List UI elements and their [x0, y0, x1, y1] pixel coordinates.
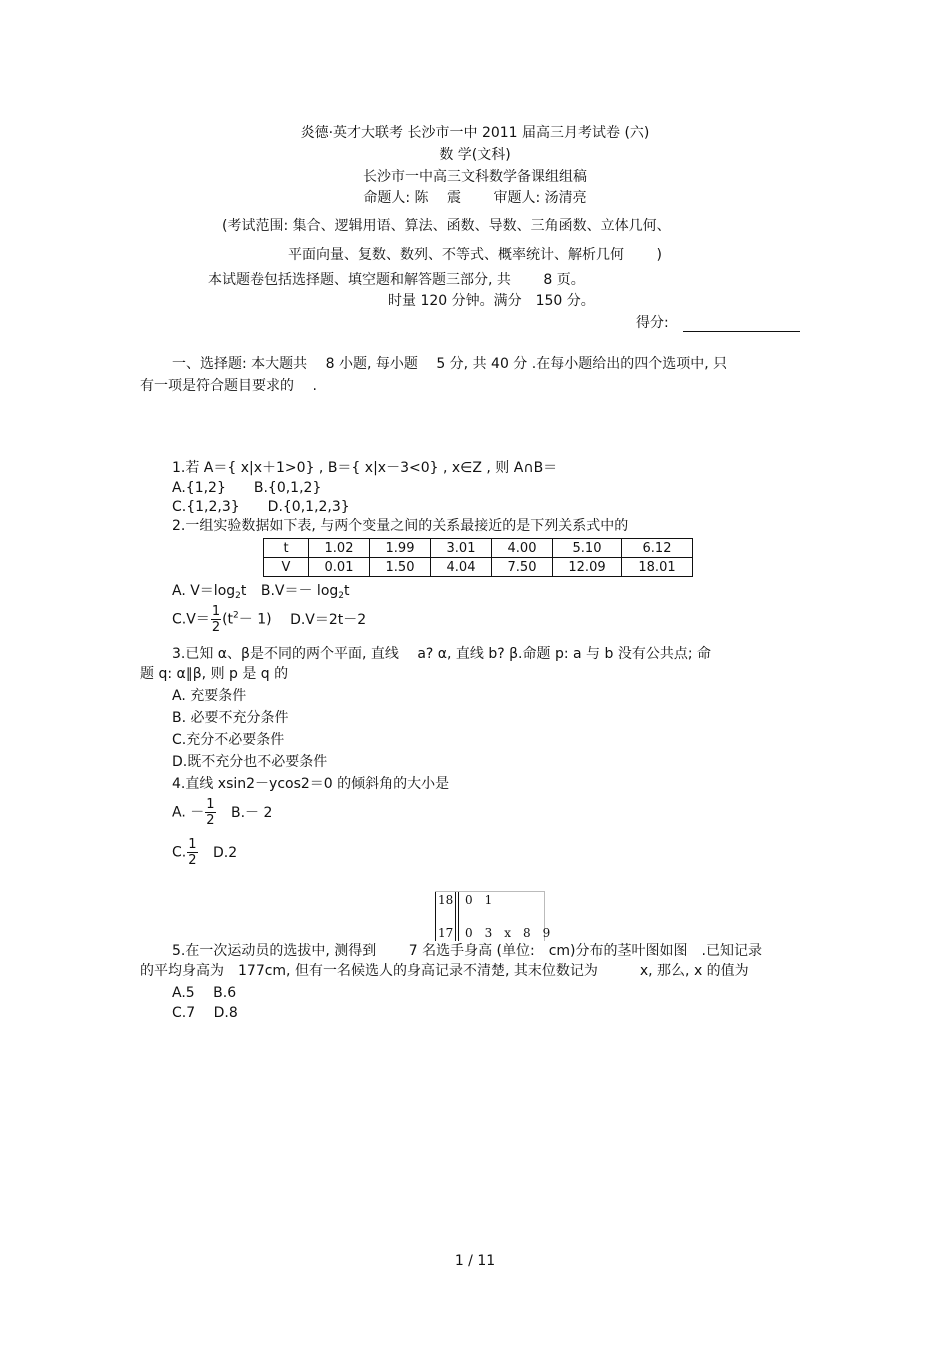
table-cell: 12.09 — [553, 558, 622, 577]
table-cell: 3.01 — [431, 539, 492, 558]
score-label: 得分: — [636, 315, 669, 331]
table-cell: 6.12 — [622, 539, 693, 558]
table-cell: 5.10 — [553, 539, 622, 558]
fraction: $\frac{1}{2}$ — [211, 604, 221, 635]
stem-value: 17 — [438, 926, 454, 940]
table-cell: 18.01 — [622, 558, 693, 577]
table-cell: V — [264, 558, 309, 577]
page-number: 1 / 11 — [454, 1253, 496, 1269]
q1-options-ab: A.{1,2} B.{0,1,2} — [172, 480, 322, 496]
fraction: $\frac{1}{2}$ — [206, 797, 215, 828]
fraction: $\frac{1}{2}$ — [188, 837, 197, 868]
q3-option-b: B. 必要不充分条件 — [172, 710, 289, 726]
exam-title: 炎德·英才大联考 长沙市一中 2011 届高三月考试卷 (六) — [300, 125, 650, 141]
q2-options-cd: C.V＝ $\frac{1}{2}$ $(t^2- 1)$ D.V＝2t－2 — [172, 604, 367, 635]
q3-option-a: A. 充要条件 — [172, 688, 247, 704]
score-blank-line — [683, 331, 800, 332]
table-cell: 1.99 — [370, 539, 431, 558]
table-cell: 4.00 — [492, 539, 553, 558]
exam-subject: 数 学(文科) — [439, 147, 511, 163]
exam-authors: 命题人: 陈 震 审题人: 汤清亮 — [363, 190, 587, 206]
table-cell: 1.02 — [309, 539, 370, 558]
q2-stem: 2.一组实验数据如下表, 与两个变量之间的关系最接近的是下列关系式中的 — [172, 518, 629, 534]
q4-options-cd: C. $\frac{1}{2}$ D.2 — [172, 837, 238, 868]
leaf-values: 0 3 x 8 9 — [465, 926, 551, 940]
exam-group: 长沙市一中高三文科数学备课组组稿 — [363, 169, 587, 185]
leaf-values: 0 1 — [465, 893, 493, 907]
q1-stem: 1.若 A＝{ x|x＋1>0} , B＝{ x|x－3<0} , x∈Z , 则 A∩B＝ — [172, 460, 558, 476]
q3-option-c: C.充分不必要条件 — [172, 732, 285, 748]
stem-leaf-plot — [435, 891, 551, 941]
table-cell: 0.01 — [309, 558, 370, 577]
q3-option-d: D.既不充分也不必要条件 — [172, 754, 328, 770]
q4-stem: 4.直线 xsin2－ycos2＝0 的倾斜角的大小是 — [172, 776, 450, 792]
q1-options-cd: C.{1,2,3} D.{0,1,2,3} — [172, 499, 350, 515]
exam-time: 时量 120 分钟。满分 150 分。 — [388, 293, 595, 309]
q3-stem-line1: 3.已知 α、β是不同的两个平面, 直线 a? α, 直线 b? β.命题 p: a 与 b 没有公共点; 命 — [172, 646, 711, 662]
section1-intro-line2: 有一项是符合题目要求的 . — [140, 378, 317, 394]
q2-options-ab: A. $V=\log_2t$ $B.V=- \log_2t$ — [172, 583, 350, 601]
exam-scope-line2: 平面向量、复数、数列、不等式、概率统计、解析几何 ) — [288, 247, 662, 263]
exam-scope-line1: (考试范围: 集合、逻辑用语、算法、函数、导数、三角函数、立体几何、 — [222, 218, 671, 234]
table-cell: t — [264, 539, 309, 558]
table-row — [264, 539, 693, 558]
table-cell: 4.04 — [431, 558, 492, 577]
q5-stem-line1: 5.在一次运动员的选拔中, 测得到 7 名选手身高 (单位: cm)分布的茎叶图如图 .已知记录 — [172, 943, 762, 959]
section1-intro-line1: 一、选择题: 本大题共 8 小题, 每小题 5 分, 共 40 分 .在每小题给出的四个选项中, 只 — [172, 356, 728, 372]
table-cell: 1.50 — [370, 558, 431, 577]
q3-stem-line2: 题 q: α∥β, 则 p 是 q 的 — [140, 666, 289, 682]
q5-stem-line2: 的平均身高为 177cm, 但有一名候选人的身高记录不清楚, 其末位数记为 x, 那么, x 的值为 — [140, 963, 749, 979]
q5-options-ab: A.5 B.6 — [172, 985, 237, 1001]
table-cell: 7.50 — [492, 558, 553, 577]
stem-value: 18 — [438, 893, 454, 907]
q2-data-table — [263, 538, 693, 577]
exam-page-count: 本试题卷包括选择题、填空题和解答题三部分, 共 8 页。 — [208, 272, 585, 288]
table-row — [264, 558, 693, 577]
q4-options-ab: A. － $\frac{1}{2}$ B.－ 2 — [172, 797, 273, 828]
q5-options-cd: C.7 D.8 — [172, 1005, 238, 1021]
